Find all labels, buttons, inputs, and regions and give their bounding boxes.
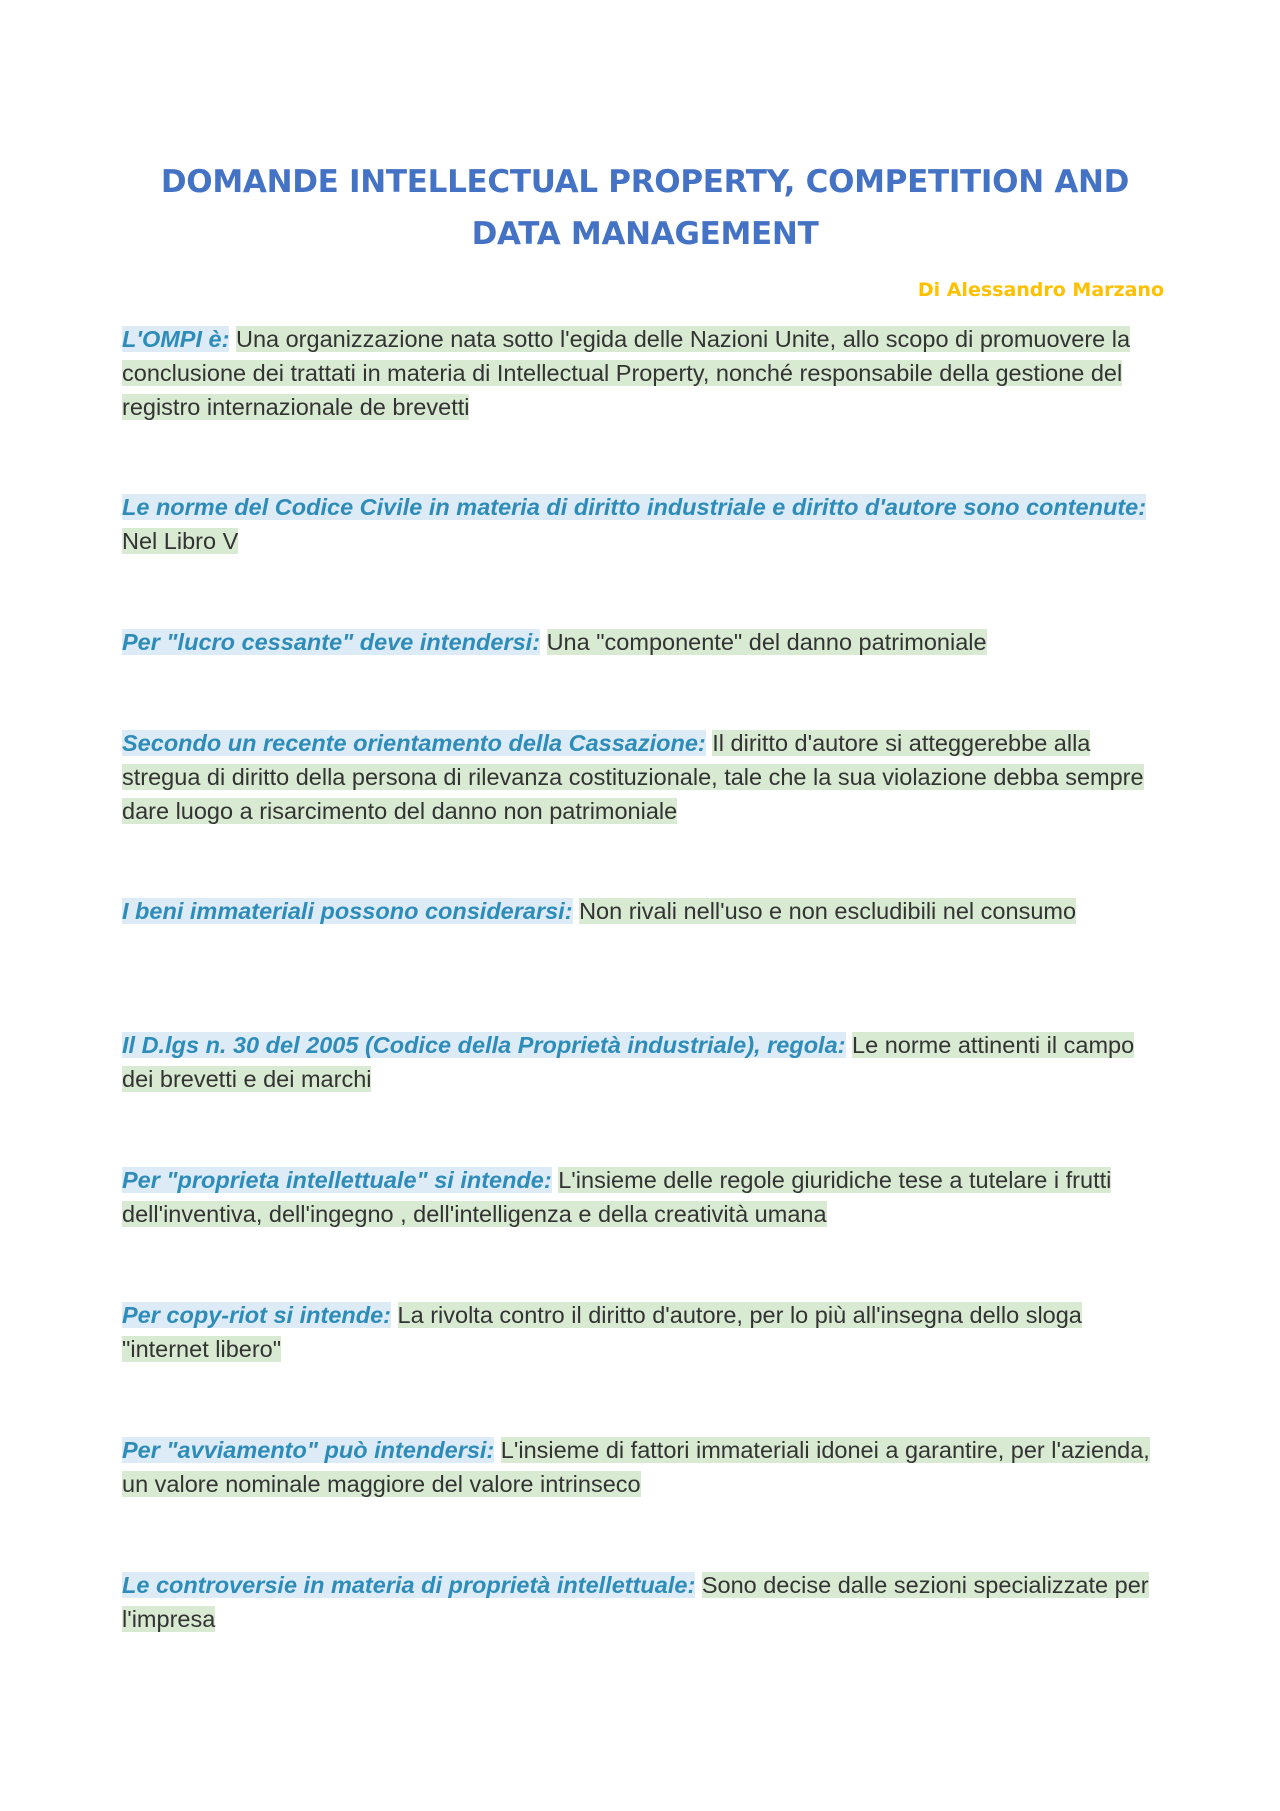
qa-item bbox=[122, 322, 1172, 424]
qa-item bbox=[122, 894, 1172, 928]
qa-item bbox=[122, 625, 1172, 659]
question-text: Per "avviamento" può intendersi: bbox=[122, 1437, 495, 1463]
answer-text: Le norme attinenti il campo dei brevetti e dei marchi bbox=[122, 1032, 1135, 1092]
qa-item bbox=[122, 1568, 1172, 1636]
answer-text: Nel Libro V bbox=[122, 528, 239, 554]
question-text: Per "proprieta intellettuale" si intende: bbox=[122, 1167, 552, 1193]
qa-item bbox=[122, 1163, 1172, 1231]
question-text: Le controversie in materia di proprietà intellettuale: bbox=[122, 1572, 696, 1598]
answer-text: Una organizzazione nata sotto l'egida delle Nazioni Unite, allo scopo di promuovere la conclusione dei trattati in materia di Intellectual Property, nonché responsabile della gestione del registro internazionale de brevetti bbox=[122, 326, 1131, 420]
question-text: Il D.lgs n. 30 del 2005 (Codice della Proprietà industriale), regola: bbox=[122, 1032, 846, 1058]
answer-text: Il diritto d'autore si atteggerebbe alla stregua di diritto della persona di rilevanza costituzionale, tale che la sua violazione debba sempre dare luogo a risarcimento del danno non patrimoniale bbox=[122, 730, 1144, 824]
qa-item bbox=[122, 490, 1172, 558]
qa-item bbox=[122, 726, 1172, 828]
question-text: I beni immateriali possono considerarsi: bbox=[122, 898, 573, 924]
answer-text: L'insieme delle regole giuridiche tese a tutelare i frutti dell'inventiva, dell'ingegno , dell'intelligenza e della creatività umana bbox=[122, 1167, 1112, 1227]
answer-text: Non rivali nell'uso e non escludibili nel consumo bbox=[579, 898, 1077, 924]
qa-item bbox=[122, 1298, 1172, 1366]
document-title: DOMANDE INTELLECTUAL PROPERTY, COMPETITION AND DATA MANAGEMENT bbox=[160, 164, 1130, 252]
answer-text: L'insieme di fattori immateriali idonei a garantire, per l'azienda, un valore nominale maggiore del valore intrinseco bbox=[122, 1437, 1150, 1497]
answer-text: Sono decise dalle sezioni specializzate per l'impresa bbox=[122, 1572, 1149, 1632]
qa-item bbox=[122, 1028, 1172, 1096]
question-text: Secondo un recente orientamento della Cassazione: bbox=[122, 730, 706, 756]
question-text: Per "lucro cessante" deve intendersi: bbox=[122, 629, 541, 655]
answer-text: Una "componente" del danno patrimoniale bbox=[546, 629, 987, 655]
question-text: Per copy-riot si intende: bbox=[122, 1302, 391, 1328]
qa-item bbox=[122, 1433, 1172, 1501]
question-text: L'OMPI è: bbox=[122, 326, 230, 352]
document-author: Di Alessandro Marzano bbox=[917, 279, 1164, 301]
question-text: Le norme del Codice Civile in materia di diritto industriale e diritto d'autore sono contenute: bbox=[122, 494, 1147, 520]
answer-text: La rivolta contro il diritto d'autore, per lo più all'insegna dello sloga "internet libero" bbox=[122, 1302, 1082, 1362]
